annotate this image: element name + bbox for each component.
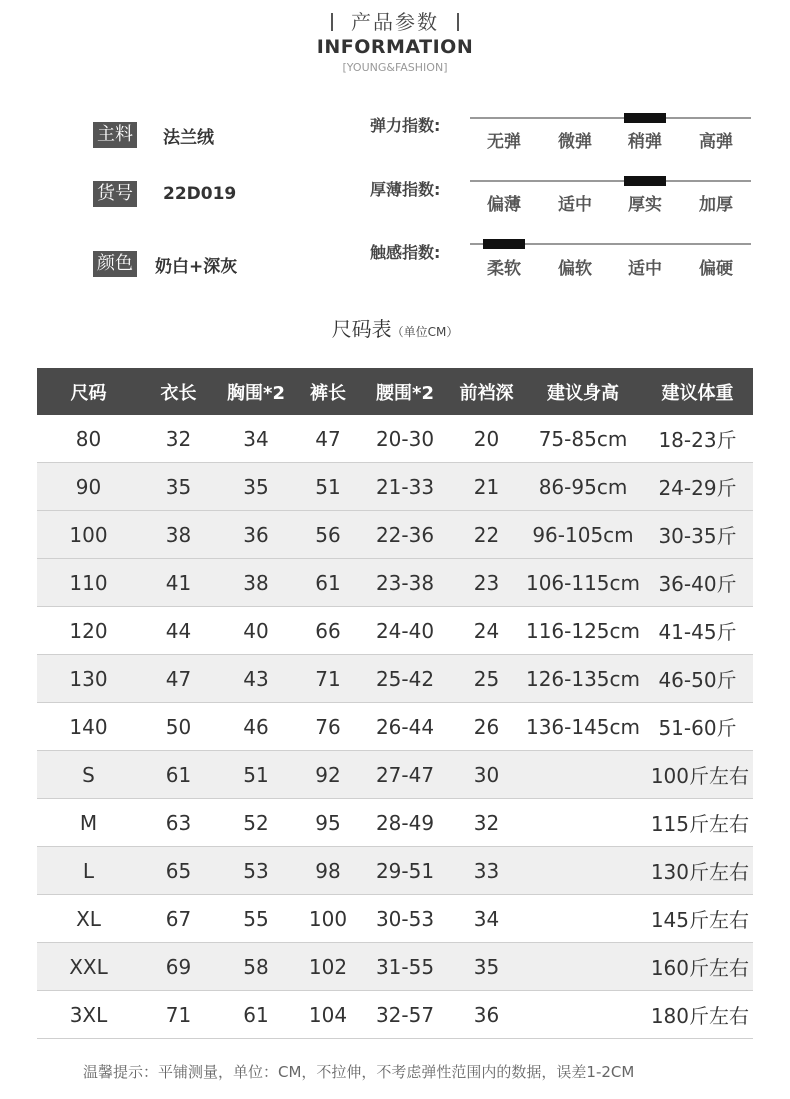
table-cell: 24 xyxy=(449,607,524,655)
table-cell: 23 xyxy=(449,559,524,607)
size-table-title-text: 尺码表 xyxy=(331,317,392,341)
index-option: 适中 xyxy=(558,195,592,215)
table-cell: 20 xyxy=(449,415,524,463)
table-row xyxy=(37,943,753,991)
table-cell: 27-47 xyxy=(361,751,449,799)
index-label: 厚薄指数: xyxy=(370,180,441,199)
table-cell: 116-125cm xyxy=(524,607,642,655)
table-cell: 21 xyxy=(449,463,524,511)
table-row xyxy=(37,847,753,895)
column-header: 腰围*2 xyxy=(361,368,449,415)
table-cell: 22-36 xyxy=(361,511,449,559)
spec-material xyxy=(93,122,214,148)
index-label: 触感指数: xyxy=(370,243,441,262)
table-cell: 46 xyxy=(217,703,295,751)
table-cell: 56 xyxy=(295,511,361,559)
table-cell: 26 xyxy=(449,703,524,751)
table-cell: 53 xyxy=(217,847,295,895)
table-row xyxy=(37,799,753,847)
table-cell: 100 xyxy=(295,895,361,943)
index-scale-line xyxy=(470,117,751,119)
table-cell: 145斤左右 xyxy=(524,895,753,943)
table-row xyxy=(37,463,753,511)
index-marker xyxy=(483,239,525,249)
table-cell: 24-29斤 xyxy=(642,463,753,511)
table-cell: 33 xyxy=(449,847,524,895)
table-row xyxy=(37,607,753,655)
table-row xyxy=(37,991,753,1039)
table-cell: 61 xyxy=(140,751,217,799)
spec-value: 22D019 xyxy=(163,184,237,204)
table-cell: 110 xyxy=(37,559,140,607)
table-cell: 35 xyxy=(140,463,217,511)
table-cell: 120 xyxy=(37,607,140,655)
table-cell: 47 xyxy=(140,655,217,703)
table-cell: 32-57 xyxy=(361,991,449,1039)
table-cell: 100 xyxy=(37,511,140,559)
index-option: 柔软 xyxy=(487,259,521,279)
table-cell: 18-23斤 xyxy=(642,415,753,463)
table-cell: 86-95cm xyxy=(524,463,642,511)
table-cell: 98 xyxy=(295,847,361,895)
table-cell: 40 xyxy=(217,607,295,655)
table-cell: 66 xyxy=(295,607,361,655)
measurement-note: 温馨提示：平铺测量，单位：CM，不拉伸，不考虑弹性范围内的数据，误差1-2CM xyxy=(83,1063,635,1081)
table-cell: 90 xyxy=(37,463,140,511)
table-cell: 44 xyxy=(140,607,217,655)
title-cn-text: 产品参数 xyxy=(351,10,439,34)
table-cell: 29-51 xyxy=(361,847,449,895)
size-table-unit: （单位CM） xyxy=(391,325,459,339)
table-cell: 26-44 xyxy=(361,703,449,751)
table-cell: 50 xyxy=(140,703,217,751)
table-cell: 25 xyxy=(449,655,524,703)
table-cell: 35 xyxy=(449,943,524,991)
table-cell: 30-35斤 xyxy=(642,511,753,559)
table-cell: 36 xyxy=(449,991,524,1039)
table-cell: 104 xyxy=(295,991,361,1039)
table-row xyxy=(37,415,753,463)
table-cell: 130 xyxy=(37,655,140,703)
index-option: 偏软 xyxy=(558,259,592,279)
size-table xyxy=(37,368,753,1039)
table-body xyxy=(37,415,753,1039)
size-table-title xyxy=(0,313,790,342)
table-cell: 51 xyxy=(217,751,295,799)
table-cell: 51 xyxy=(295,463,361,511)
table-cell: 63 xyxy=(140,799,217,847)
table-cell: 55 xyxy=(217,895,295,943)
column-header: 胸围*2 xyxy=(217,368,295,415)
table-cell: 41 xyxy=(140,559,217,607)
table-cell: 100斤左右 xyxy=(524,751,753,799)
table-cell: 24-40 xyxy=(361,607,449,655)
table-cell: 21-33 xyxy=(361,463,449,511)
table-cell: 36-40斤 xyxy=(642,559,753,607)
table-cell: 32 xyxy=(140,415,217,463)
table-cell: 102 xyxy=(295,943,361,991)
table-cell: 140 xyxy=(37,703,140,751)
table-cell: 43 xyxy=(217,655,295,703)
table-cell: 160斤左右 xyxy=(524,943,753,991)
table-row xyxy=(37,511,753,559)
spec-value: 法兰绒 xyxy=(163,127,214,148)
table-row xyxy=(37,703,753,751)
table-cell: 67 xyxy=(140,895,217,943)
index-option: 高弹 xyxy=(699,132,733,152)
table-cell: S xyxy=(37,751,140,799)
section-title-cn xyxy=(0,6,790,35)
column-header: 裤长 xyxy=(295,368,361,415)
table-cell: XXL xyxy=(37,943,140,991)
table-row xyxy=(37,559,753,607)
index-option: 无弹 xyxy=(487,132,521,152)
table-cell: 126-135cm xyxy=(524,655,642,703)
table-cell: 31-55 xyxy=(361,943,449,991)
column-header: 前裆深 xyxy=(449,368,524,415)
table-cell: 136-145cm xyxy=(524,703,642,751)
table-cell: 38 xyxy=(140,511,217,559)
title-divider-left xyxy=(331,13,333,31)
section-subtitle: [YOUNG&FASHION] xyxy=(342,61,448,74)
table-cell: 69 xyxy=(140,943,217,991)
table-cell: 30 xyxy=(449,751,524,799)
column-header: 建议身高 xyxy=(524,368,642,415)
index-label: 弹力指数: xyxy=(370,116,441,135)
table-cell: 51-60斤 xyxy=(642,703,753,751)
table-cell: 20-30 xyxy=(361,415,449,463)
column-header: 尺码 xyxy=(37,368,140,415)
table-cell: 3XL xyxy=(37,991,140,1039)
index-option: 加厚 xyxy=(699,195,733,215)
spec-item-number xyxy=(93,181,236,207)
table-cell: 34 xyxy=(449,895,524,943)
table-cell: 71 xyxy=(295,655,361,703)
table-cell: 52 xyxy=(217,799,295,847)
table-cell: 80 xyxy=(37,415,140,463)
table-cell: 36 xyxy=(217,511,295,559)
table-cell: 47 xyxy=(295,415,361,463)
index-option: 偏薄 xyxy=(487,195,521,215)
table-cell: 61 xyxy=(295,559,361,607)
table-cell: 115斤左右 xyxy=(524,799,753,847)
table-cell: 130斤左右 xyxy=(524,847,753,895)
index-marker xyxy=(624,113,666,123)
table-cell: 76 xyxy=(295,703,361,751)
index-option: 稍弹 xyxy=(628,132,662,152)
table-cell: 96-105cm xyxy=(524,511,642,559)
table-header-row xyxy=(37,368,753,415)
table-row xyxy=(37,895,753,943)
spec-color xyxy=(93,251,237,277)
table-cell: 106-115cm xyxy=(524,559,642,607)
spec-tag: 颜色 xyxy=(93,251,137,277)
column-header: 衣长 xyxy=(140,368,217,415)
table-cell: 71 xyxy=(140,991,217,1039)
title-divider-right xyxy=(457,13,459,31)
index-scale-line xyxy=(470,180,751,182)
table-cell: 75-85cm xyxy=(524,415,642,463)
table-cell: 28-49 xyxy=(361,799,449,847)
section-title-en: INFORMATION xyxy=(316,36,474,58)
table-cell: 95 xyxy=(295,799,361,847)
table-cell: 41-45斤 xyxy=(642,607,753,655)
table-cell: 22 xyxy=(449,511,524,559)
index-option: 微弹 xyxy=(558,132,592,152)
table-cell: 92 xyxy=(295,751,361,799)
table-cell: 46-50斤 xyxy=(642,655,753,703)
index-option: 偏硬 xyxy=(699,259,733,279)
table-cell: 35 xyxy=(217,463,295,511)
table-cell: 34 xyxy=(217,415,295,463)
spec-tag: 主料 xyxy=(93,122,137,148)
table-cell: 61 xyxy=(217,991,295,1039)
table-cell: 38 xyxy=(217,559,295,607)
table-cell: 180斤左右 xyxy=(524,991,753,1039)
table-cell: 30-53 xyxy=(361,895,449,943)
table-cell: L xyxy=(37,847,140,895)
table-row xyxy=(37,751,753,799)
table-cell: M xyxy=(37,799,140,847)
table-cell: XL xyxy=(37,895,140,943)
spec-value: 奶白+深灰 xyxy=(155,256,238,277)
index-option: 适中 xyxy=(628,259,662,279)
index-option: 厚实 xyxy=(628,195,662,215)
table-cell: 58 xyxy=(217,943,295,991)
table-cell: 32 xyxy=(449,799,524,847)
spec-tag: 货号 xyxy=(93,181,137,207)
table-cell: 65 xyxy=(140,847,217,895)
column-header: 建议体重 xyxy=(642,368,753,415)
table-row xyxy=(37,655,753,703)
table-cell: 23-38 xyxy=(361,559,449,607)
index-marker xyxy=(624,176,666,186)
table-cell: 25-42 xyxy=(361,655,449,703)
